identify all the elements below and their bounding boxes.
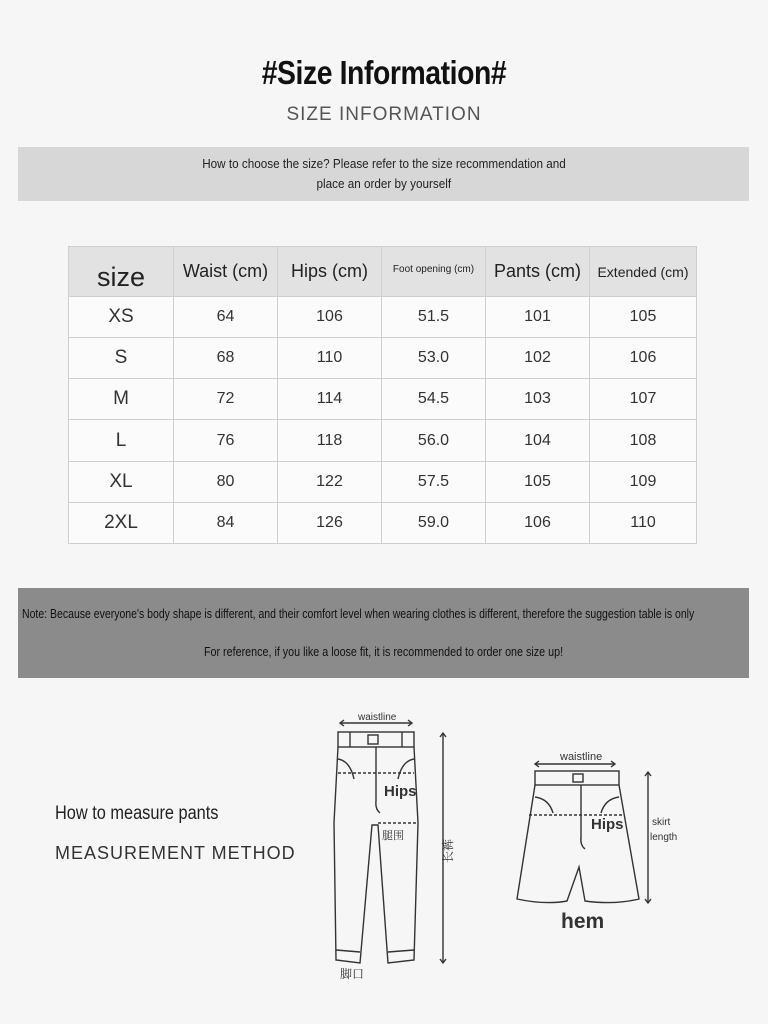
extended-cell: 106 bbox=[590, 338, 697, 379]
pants-cell: 103 bbox=[486, 379, 590, 420]
hips-cell: 114 bbox=[278, 379, 382, 420]
note-text-line1: Note: Because everyone's body shape is different, and their comfort level when wearing clothes is different, therefore the suggestion table is only bbox=[22, 607, 695, 621]
size-cell: M bbox=[69, 379, 174, 420]
table-row bbox=[69, 420, 697, 461]
foot-opening-cell: 59.0 bbox=[382, 502, 486, 543]
header-foot-opening: Foot opening (cm) bbox=[382, 247, 486, 297]
hips-cell: 106 bbox=[278, 297, 382, 338]
pants-foot-opening-label: 脚口 bbox=[340, 967, 365, 981]
pants-hips-label: Hips bbox=[384, 783, 417, 800]
measure-subheading: MEASUREMENT METHOD bbox=[55, 843, 296, 863]
extended-cell: 109 bbox=[590, 461, 697, 502]
waist-cell: 80 bbox=[174, 461, 278, 502]
header-pants: Pants (cm) bbox=[486, 247, 590, 297]
pants-measurement-diagram bbox=[320, 705, 480, 985]
page-title: #Size Information# bbox=[261, 54, 507, 91]
measure-heading: How to measure pants bbox=[55, 803, 219, 824]
waist-cell: 76 bbox=[174, 420, 278, 461]
header-waist: Waist (cm) bbox=[174, 247, 278, 297]
pants-length-label: 长裤 bbox=[441, 838, 455, 864]
guide-text-line2: place an order by yourself bbox=[316, 176, 451, 191]
size-guide-banner bbox=[18, 147, 749, 201]
waist-cell: 72 bbox=[174, 379, 278, 420]
pants-cell: 101 bbox=[486, 297, 590, 338]
table-row bbox=[69, 461, 697, 502]
pants-cell: 105 bbox=[486, 461, 590, 502]
extended-cell: 108 bbox=[590, 420, 697, 461]
extended-cell: 105 bbox=[590, 297, 697, 338]
pants-thigh-label: 腿围 bbox=[382, 830, 404, 842]
foot-opening-cell: 53.0 bbox=[382, 338, 486, 379]
foot-opening-cell: 57.5 bbox=[382, 461, 486, 502]
header-size: size bbox=[69, 247, 174, 297]
pants-cell: 106 bbox=[486, 502, 590, 543]
size-cell: XS bbox=[69, 297, 174, 338]
size-cell: 2XL bbox=[69, 502, 174, 543]
hips-cell: 110 bbox=[278, 338, 382, 379]
foot-opening-cell: 56.0 bbox=[382, 420, 486, 461]
skirt-measurement-diagram bbox=[505, 745, 690, 940]
foot-opening-cell: 51.5 bbox=[382, 297, 486, 338]
skirt-hips-label: Hips bbox=[591, 816, 624, 833]
note-banner bbox=[18, 588, 749, 678]
hips-cell: 118 bbox=[278, 420, 382, 461]
pants-waistline-label: waistline bbox=[358, 712, 397, 723]
table-header-row bbox=[69, 247, 697, 297]
waist-cell: 64 bbox=[174, 297, 278, 338]
table-row bbox=[69, 338, 697, 379]
size-cell: XL bbox=[69, 461, 174, 502]
table-row bbox=[69, 297, 697, 338]
skirt-hem-label: hem bbox=[561, 910, 605, 933]
skirt-length-label-line1: skirt bbox=[652, 817, 671, 828]
extended-cell: 110 bbox=[590, 502, 697, 543]
waist-cell: 84 bbox=[174, 502, 278, 543]
hips-cell: 122 bbox=[278, 461, 382, 502]
hips-cell: 126 bbox=[278, 502, 382, 543]
skirt-waistline-label: waistline bbox=[560, 751, 603, 763]
size-cell: L bbox=[69, 420, 174, 461]
guide-text-line1: How to choose the size? Please refer to the size recommendation and bbox=[201, 156, 566, 171]
extended-cell: 107 bbox=[590, 379, 697, 420]
page-subtitle: SIZE INFORMATION bbox=[286, 104, 482, 125]
size-chart-table bbox=[68, 246, 697, 544]
waist-cell: 68 bbox=[174, 338, 278, 379]
pants-cell: 104 bbox=[486, 420, 590, 461]
skirt-length-label-line2: length bbox=[650, 832, 678, 843]
note-text-line2: For reference, if you like a loose fit, it is recommended to order one size up! bbox=[203, 645, 564, 659]
table-row bbox=[69, 379, 697, 420]
foot-opening-cell: 54.5 bbox=[382, 379, 486, 420]
size-cell: S bbox=[69, 338, 174, 379]
table-row bbox=[69, 502, 697, 543]
pants-cell: 102 bbox=[486, 338, 590, 379]
header-extended: Extended (cm) bbox=[590, 247, 697, 297]
header-hips: Hips (cm) bbox=[278, 247, 382, 297]
